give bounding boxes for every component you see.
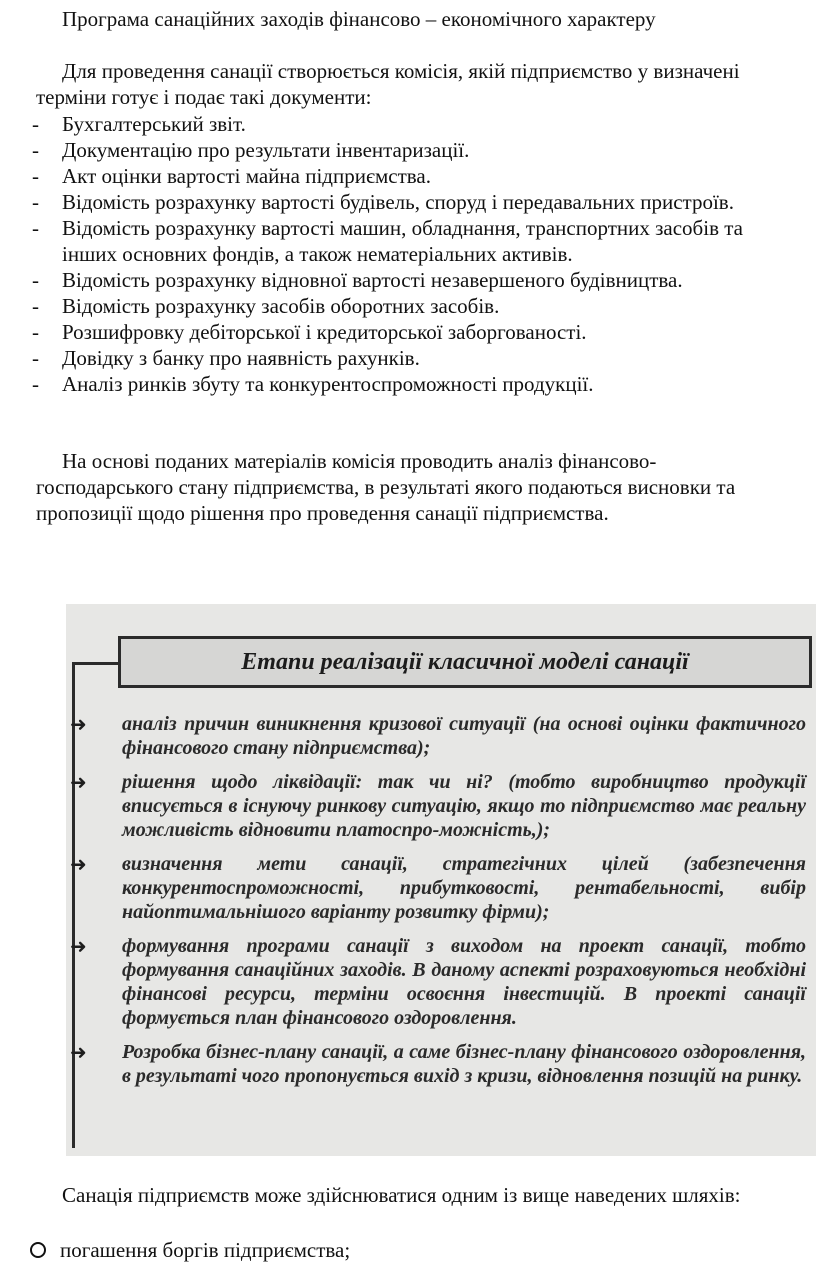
arrow-icon: ➜	[70, 852, 87, 876]
list-item	[0, 189, 800, 215]
option-item	[30, 1237, 350, 1263]
stage-text: визначення мети санації, стратегічних цілей (забезпечення конкурентоспроможності, прибутковості, рентабельності, вибір найоптимальнішого варіанту розвитку фірми);	[122, 853, 806, 923]
arrow-icon: ➜	[70, 712, 87, 736]
stage-text: Розробка бізнес-плану санації, а саме бізнес-плану фінансового оздоровлення, в результаті чого пропонується вихід з кризи, відновлення позицій на ринку.	[122, 1041, 806, 1087]
stages-title: Етапи реалізації класичної моделі санації	[241, 649, 689, 675]
dash-marker: -	[32, 138, 39, 162]
documents-list	[0, 111, 800, 397]
dash-marker: -	[32, 190, 39, 214]
list-item	[0, 267, 800, 293]
arrow-icon: ➜	[70, 1040, 87, 1064]
list-item	[0, 319, 800, 345]
stages-title-box	[118, 636, 812, 688]
list-item	[66, 770, 806, 842]
dash-marker: -	[32, 294, 39, 318]
list-item-text: Бухгалтерський звіт.	[62, 112, 246, 136]
stage-text: аналіз причин виникнення кризової ситуації (на основі оцінки фактичного фінансового стану підприємства);	[122, 713, 806, 759]
list-item	[0, 137, 800, 163]
list-item-text: Відомість розрахунку відновної вартості незавершеного будівництва.	[62, 268, 683, 292]
list-item-text: Довідку з банку про наявність рахунків.	[62, 346, 420, 370]
dash-marker: -	[32, 112, 39, 136]
stage-text: рішення щодо ліквідації: так чи ні? (тобто виробництво продукції вписується в існуючу ринкову ситуацію, якщо то підприємство має реальну можливість відновити платоспро-можність,);	[122, 771, 806, 841]
list-item	[66, 712, 806, 760]
list-item	[66, 852, 806, 924]
list-item-text: Відомість розрахунку засобів оборотних засобів.	[62, 294, 500, 318]
list-item	[0, 163, 800, 189]
list-item-text: Документацію про результати інвентаризації.	[62, 138, 470, 162]
analysis-paragraph: На основі поданих матеріалів комісія проводить аналіз фінансово-господарського стану підприємства, в результаті якого подаються висновки та пропозиції щодо рішення про проведення санації підприємства.	[36, 449, 736, 525]
dash-marker: -	[32, 320, 39, 344]
option-text: погашення боргів підприємства;	[60, 1238, 351, 1262]
intro-paragraph: Для проведення санації створюється комісія, якій підприємство у визначені терміни готує і подає такі документи:	[36, 59, 740, 109]
list-item-text: Акт оцінки вартості майна підприємства.	[62, 164, 431, 188]
stages-list	[66, 712, 806, 1088]
dash-marker: -	[32, 372, 39, 396]
list-item-text: Розшифровку дебіторської і кредиторської заборгованості.	[62, 320, 587, 344]
page-title: Програма санаційних заходів фінансово – економічного характеру	[62, 7, 656, 31]
dash-marker: -	[32, 268, 39, 292]
list-item	[0, 111, 800, 137]
arrow-icon: ➜	[70, 770, 87, 794]
scanned-excerpt	[66, 604, 816, 1156]
stage-text: формування програми санації з виходом на проект санації, тобто формування санаційних заходів. В даному аспекті розраховуються необхідні фінансові ресурси, терміни освоєння інвестицій. В проекті санації формується план фінансового оздоровлення.	[122, 935, 806, 1029]
list-item	[0, 371, 800, 397]
dash-marker: -	[32, 164, 39, 188]
list-item	[0, 345, 800, 371]
list-item	[0, 293, 800, 319]
list-item-text: Відомість розрахунку вартості машин, обладнання, транспортних засобів та інших основних фондів, а також нематеріальних активів.	[62, 216, 743, 266]
list-item-text: Аналіз ринків збуту та конкурентоспроможності продукції.	[62, 372, 594, 396]
bracket-connector	[72, 662, 122, 665]
list-item	[66, 934, 806, 1030]
list-item	[0, 215, 800, 267]
list-item-text: Відомість розрахунку вартості будівель, споруд і передавальних пристроїв.	[62, 190, 734, 214]
list-item	[66, 1040, 806, 1088]
conclusion-paragraph: Санація підприємств може здійснюватися одним із вище наведених шляхів:	[62, 1183, 741, 1207]
dash-marker: -	[32, 216, 39, 240]
arrow-icon: ➜	[70, 934, 87, 958]
dash-marker: -	[32, 346, 39, 370]
circle-bullet-icon	[30, 1242, 46, 1258]
